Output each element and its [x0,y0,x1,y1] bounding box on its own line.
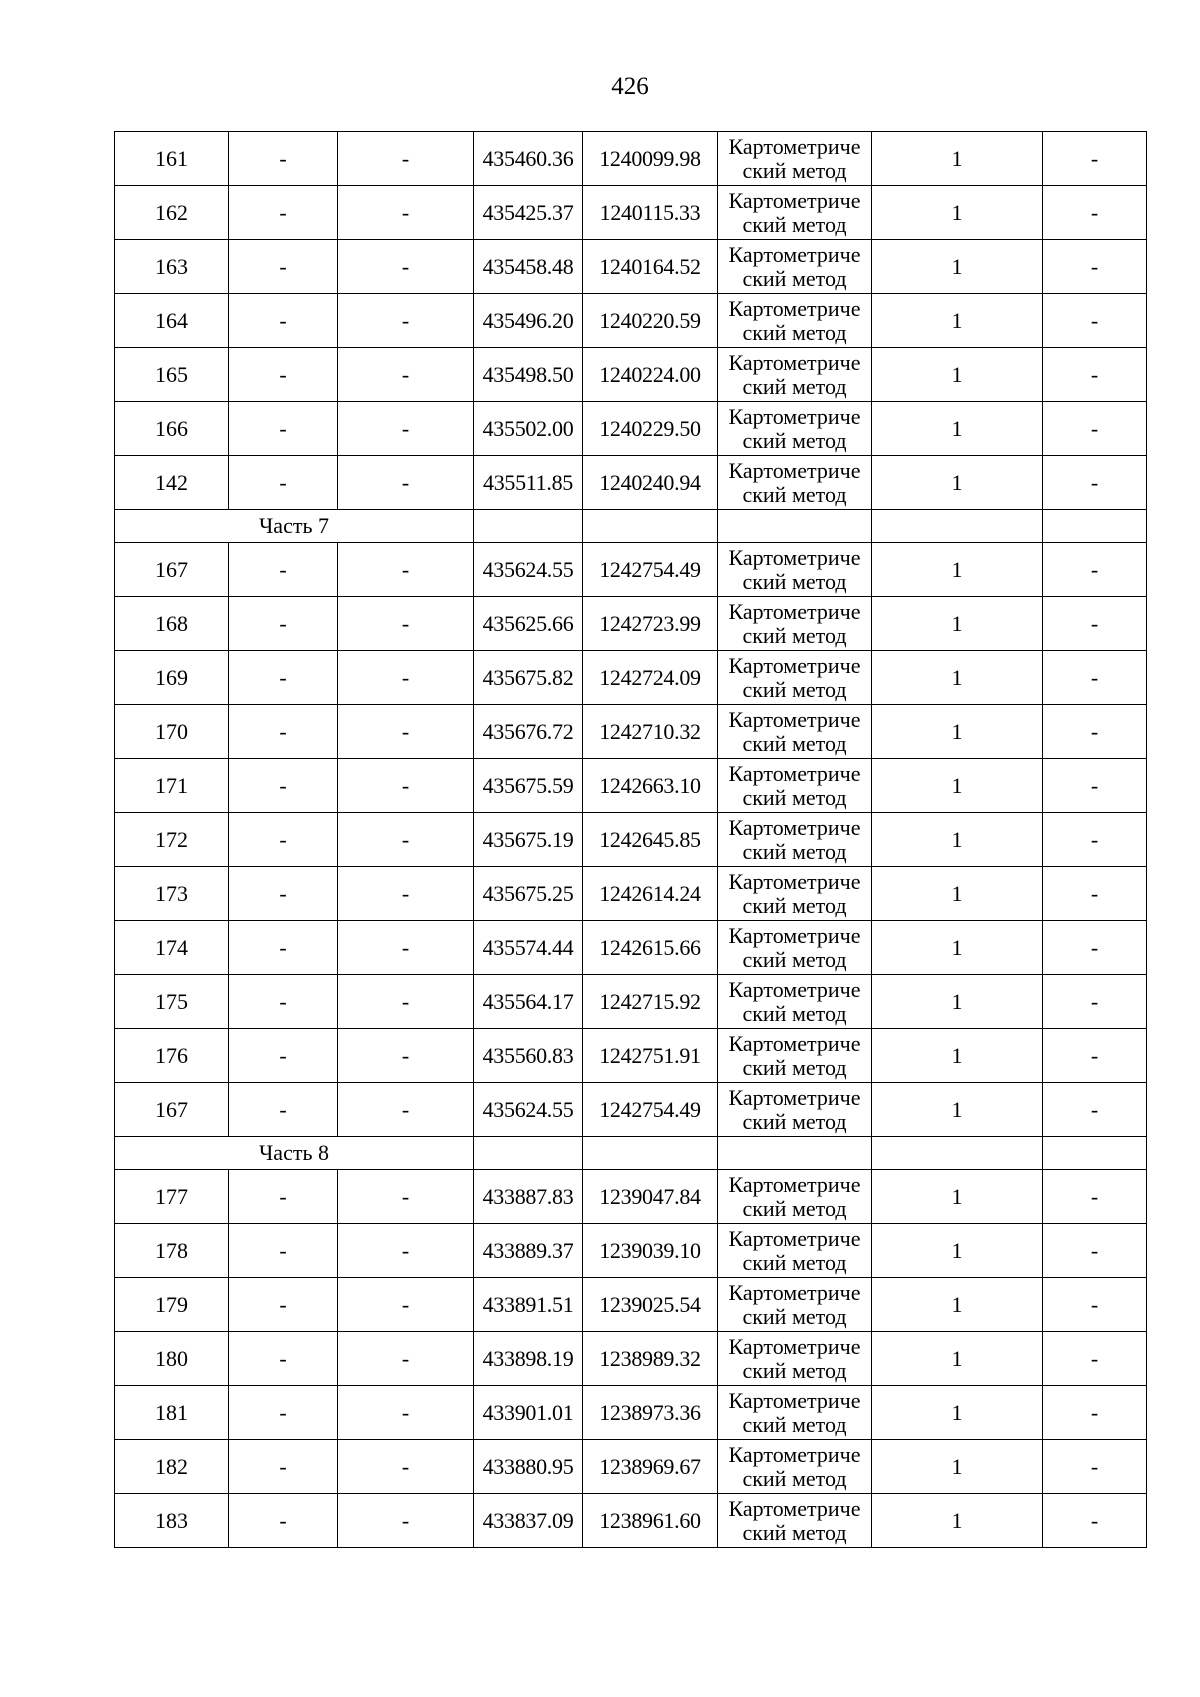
dash-cell: - [338,651,474,705]
empty-cell [474,510,583,543]
table-row [115,1170,1147,1224]
accuracy-cell: 1 [872,1083,1043,1137]
table-row [115,543,1147,597]
dash-cell: - [338,813,474,867]
dash-cell: - [1043,132,1147,186]
point-number-cell: 142 [115,456,229,510]
dash-cell: - [1043,294,1147,348]
dash-cell: - [1043,1278,1147,1332]
method-text-line1: Картометриче [728,544,861,570]
method-text-line2: ский метод [742,1108,847,1134]
point-number-cell: 166 [115,402,229,456]
method-text-line1: Картометриче [728,241,861,267]
accuracy-cell: 1 [872,867,1043,921]
empty-cell [1043,510,1147,543]
x-coordinate-cell: 435498.50 [474,348,583,402]
accuracy-cell: 1 [872,402,1043,456]
method-text-line1: Картометриче [728,652,861,678]
dash-cell: - [229,597,338,651]
dash-cell: - [1043,543,1147,597]
empty-cell [718,1137,872,1170]
method-text-line1: Картометриче [728,706,861,732]
method-text-line1: Картометриче [728,403,861,429]
point-number-cell: 172 [115,813,229,867]
table-row [115,975,1147,1029]
method-text-line2: ский метод [742,373,847,399]
y-coordinate-cell: 1239025.54 [583,1278,718,1332]
method-cell [718,456,872,510]
y-coordinate-cell: 1242754.49 [583,1083,718,1137]
dash-cell: - [229,1332,338,1386]
dash-cell: - [1043,456,1147,510]
point-number-cell: 175 [115,975,229,1029]
part-header-row [115,1137,1147,1170]
empty-cell [718,510,872,543]
y-coordinate-cell: 1242645.85 [583,813,718,867]
dash-cell: - [229,813,338,867]
dash-cell: - [338,759,474,813]
table-row [115,1386,1147,1440]
dash-cell: - [1043,975,1147,1029]
dash-cell: - [1043,1170,1147,1224]
dash-cell: - [229,867,338,921]
dash-cell: - [229,1278,338,1332]
accuracy-cell: 1 [872,813,1043,867]
empty-cell [872,1137,1043,1170]
dash-cell: - [1043,240,1147,294]
method-cell [718,1386,872,1440]
point-number-cell: 183 [115,1494,229,1548]
method-text-line2: ский метод [742,1249,847,1275]
method-text-line1: Картометриче [728,1441,861,1467]
method-cell [718,1440,872,1494]
point-number-cell: 167 [115,543,229,597]
dash-cell: - [338,1170,474,1224]
dash-cell: - [229,1170,338,1224]
dash-cell: - [1043,1386,1147,1440]
point-number-cell: 176 [115,1029,229,1083]
method-text-line2: ский метод [742,1000,847,1026]
accuracy-cell: 1 [872,759,1043,813]
dash-cell: - [338,348,474,402]
y-coordinate-cell: 1240099.98 [583,132,718,186]
dash-cell: - [229,705,338,759]
part-label: Часть 7 [115,510,474,543]
x-coordinate-cell: 433891.51 [474,1278,583,1332]
method-text-line2: ский метод [742,1054,847,1080]
y-coordinate-cell: 1240240.94 [583,456,718,510]
dash-cell: - [338,240,474,294]
method-cell [718,813,872,867]
y-coordinate-cell: 1238973.36 [583,1386,718,1440]
method-text-line1: Картометриче [728,1225,861,1251]
table-row [115,813,1147,867]
dash-cell: - [229,1386,338,1440]
table-body [115,132,1147,1548]
dash-cell: - [1043,921,1147,975]
method-text-line2: ский метод [742,892,847,918]
table-row [115,1029,1147,1083]
x-coordinate-cell: 435675.19 [474,813,583,867]
method-text-line2: ский метод [742,211,847,237]
method-cell [718,1224,872,1278]
x-coordinate-cell: 433837.09 [474,1494,583,1548]
method-text-line1: Картометриче [728,1495,861,1521]
point-number-cell: 165 [115,348,229,402]
accuracy-cell: 1 [872,1170,1043,1224]
empty-cell [1043,1137,1147,1170]
part-header-row [115,510,1147,543]
method-cell [718,975,872,1029]
point-number-cell: 171 [115,759,229,813]
x-coordinate-cell: 435676.72 [474,705,583,759]
dash-cell: - [338,1029,474,1083]
dash-cell: - [1043,186,1147,240]
accuracy-cell: 1 [872,348,1043,402]
y-coordinate-cell: 1242754.49 [583,543,718,597]
dash-cell: - [338,1494,474,1548]
table-row [115,240,1147,294]
method-cell [718,294,872,348]
dash-cell: - [338,456,474,510]
x-coordinate-cell: 435425.37 [474,186,583,240]
y-coordinate-cell: 1242614.24 [583,867,718,921]
method-cell [718,1278,872,1332]
part-label: Часть 8 [115,1137,474,1170]
point-number-cell: 177 [115,1170,229,1224]
method-text-line2: ский метод [742,427,847,453]
y-coordinate-cell: 1242663.10 [583,759,718,813]
dash-cell: - [338,597,474,651]
method-cell [718,759,872,813]
table-row [115,456,1147,510]
point-number-cell: 181 [115,1386,229,1440]
dash-cell: - [229,1224,338,1278]
dash-cell: - [229,543,338,597]
method-text-line2: ский метод [742,946,847,972]
accuracy-cell: 1 [872,1386,1043,1440]
accuracy-cell: 1 [872,543,1043,597]
x-coordinate-cell: 435511.85 [474,456,583,510]
table-row [115,132,1147,186]
point-number-cell: 180 [115,1332,229,1386]
point-number-cell: 161 [115,132,229,186]
dash-cell: - [1043,1083,1147,1137]
dash-cell: - [338,1083,474,1137]
x-coordinate-cell: 435564.17 [474,975,583,1029]
x-coordinate-cell: 435574.44 [474,921,583,975]
table-row [115,867,1147,921]
dash-cell: - [338,543,474,597]
table-row [115,294,1147,348]
y-coordinate-cell: 1240164.52 [583,240,718,294]
y-coordinate-cell: 1238961.60 [583,1494,718,1548]
dash-cell: - [1043,1332,1147,1386]
method-text-line2: ский метод [742,784,847,810]
accuracy-cell: 1 [872,1494,1043,1548]
method-text-line1: Картометриче [728,1387,861,1413]
accuracy-cell: 1 [872,456,1043,510]
dash-cell: - [338,132,474,186]
x-coordinate-cell: 435460.36 [474,132,583,186]
method-text-line1: Картометриче [728,868,861,894]
method-cell [718,1170,872,1224]
method-text-line1: Картометриче [728,1279,861,1305]
accuracy-cell: 1 [872,597,1043,651]
accuracy-cell: 1 [872,975,1043,1029]
method-cell [718,186,872,240]
method-cell [718,921,872,975]
point-number-cell: 162 [115,186,229,240]
dash-cell: - [1043,813,1147,867]
dash-cell: - [1043,1494,1147,1548]
table-row [115,1440,1147,1494]
method-text-line1: Картометриче [728,1030,861,1056]
method-text-line1: Картометриче [728,760,861,786]
point-number-cell: 167 [115,1083,229,1137]
point-number-cell: 174 [115,921,229,975]
method-text-line2: ский метод [742,1357,847,1383]
dash-cell: - [229,921,338,975]
table-row [115,348,1147,402]
accuracy-cell: 1 [872,1278,1043,1332]
x-coordinate-cell: 435624.55 [474,543,583,597]
empty-cell [583,1137,718,1170]
method-text-line2: ский метод [742,838,847,864]
empty-cell [583,510,718,543]
method-text-line1: Картометриче [728,133,861,159]
method-cell [718,1083,872,1137]
dash-cell: - [1043,759,1147,813]
y-coordinate-cell: 1242723.99 [583,597,718,651]
x-coordinate-cell: 435624.55 [474,1083,583,1137]
dash-cell: - [338,921,474,975]
method-text-line2: ский метод [742,622,847,648]
method-text-line1: Картометриче [728,1333,861,1359]
y-coordinate-cell: 1240229.50 [583,402,718,456]
y-coordinate-cell: 1242710.32 [583,705,718,759]
table-row [115,597,1147,651]
dash-cell: - [338,867,474,921]
dash-cell: - [338,186,474,240]
accuracy-cell: 1 [872,240,1043,294]
method-cell [718,651,872,705]
dash-cell: - [338,1386,474,1440]
coordinates-table [114,131,1147,1548]
accuracy-cell: 1 [872,1224,1043,1278]
method-text-line2: ский метод [742,265,847,291]
y-coordinate-cell: 1240115.33 [583,186,718,240]
dash-cell: - [229,240,338,294]
table-row [115,921,1147,975]
y-coordinate-cell: 1239047.84 [583,1170,718,1224]
method-text-line2: ский метод [742,481,847,507]
page-number: 426 [611,73,649,100]
dash-cell: - [338,1224,474,1278]
dash-cell: - [1043,1029,1147,1083]
method-text-line1: Картометриче [728,1084,861,1110]
method-text-line1: Картометриче [728,598,861,624]
method-text-line1: Картометриче [728,349,861,375]
method-text-line2: ский метод [742,1465,847,1491]
dash-cell: - [338,705,474,759]
y-coordinate-cell: 1242724.09 [583,651,718,705]
y-coordinate-cell: 1240224.00 [583,348,718,402]
method-cell [718,402,872,456]
method-text-line2: ский метод [742,1195,847,1221]
dash-cell: - [338,402,474,456]
dash-cell: - [1043,1440,1147,1494]
x-coordinate-cell: 435502.00 [474,402,583,456]
dash-cell: - [229,132,338,186]
method-cell [718,1332,872,1386]
dash-cell: - [1043,348,1147,402]
point-number-cell: 163 [115,240,229,294]
point-number-cell: 164 [115,294,229,348]
x-coordinate-cell: 435625.66 [474,597,583,651]
method-text-line1: Картометриче [728,187,861,213]
dash-cell: - [338,1278,474,1332]
x-coordinate-cell: 435675.25 [474,867,583,921]
point-number-cell: 173 [115,867,229,921]
dash-cell: - [1043,597,1147,651]
point-number-cell: 168 [115,597,229,651]
method-cell [718,705,872,759]
y-coordinate-cell: 1238969.67 [583,1440,718,1494]
dash-cell: - [229,1083,338,1137]
dash-cell: - [229,1440,338,1494]
table-row [115,1332,1147,1386]
accuracy-cell: 1 [872,132,1043,186]
method-cell [718,132,872,186]
method-cell [718,1029,872,1083]
dash-cell: - [229,759,338,813]
accuracy-cell: 1 [872,294,1043,348]
accuracy-cell: 1 [872,1332,1043,1386]
dash-cell: - [229,651,338,705]
x-coordinate-cell: 433889.37 [474,1224,583,1278]
empty-cell [474,1137,583,1170]
method-text-line1: Картометриче [728,295,861,321]
y-coordinate-cell: 1238989.32 [583,1332,718,1386]
y-coordinate-cell: 1242715.92 [583,975,718,1029]
x-coordinate-cell: 435458.48 [474,240,583,294]
x-coordinate-cell: 433880.95 [474,1440,583,1494]
table-row [115,759,1147,813]
method-text-line1: Картометриче [728,457,861,483]
dash-cell: - [229,456,338,510]
y-coordinate-cell: 1240220.59 [583,294,718,348]
point-number-cell: 169 [115,651,229,705]
x-coordinate-cell: 433887.83 [474,1170,583,1224]
table-row [115,1224,1147,1278]
y-coordinate-cell: 1239039.10 [583,1224,718,1278]
method-text-line2: ский метод [742,568,847,594]
empty-cell [872,510,1043,543]
dash-cell: - [229,975,338,1029]
method-text-line2: ский метод [742,319,847,345]
y-coordinate-cell: 1242615.66 [583,921,718,975]
method-text-line1: Картометриче [728,814,861,840]
accuracy-cell: 1 [872,651,1043,705]
dash-cell: - [229,1029,338,1083]
dash-cell: - [338,1332,474,1386]
method-text-line1: Картометриче [728,922,861,948]
point-number-cell: 178 [115,1224,229,1278]
method-cell [718,543,872,597]
x-coordinate-cell: 433901.01 [474,1386,583,1440]
method-text-line2: ский метод [742,1519,847,1545]
table-row [115,651,1147,705]
dash-cell: - [229,1494,338,1548]
point-number-cell: 179 [115,1278,229,1332]
dash-cell: - [229,294,338,348]
table-row [115,705,1147,759]
method-cell [718,867,872,921]
x-coordinate-cell: 433898.19 [474,1332,583,1386]
dash-cell: - [1043,651,1147,705]
x-coordinate-cell: 435560.83 [474,1029,583,1083]
dash-cell: - [338,1440,474,1494]
dash-cell: - [1043,867,1147,921]
method-cell [718,1494,872,1548]
x-coordinate-cell: 435496.20 [474,294,583,348]
dash-cell: - [229,186,338,240]
accuracy-cell: 1 [872,1029,1043,1083]
y-coordinate-cell: 1242751.91 [583,1029,718,1083]
x-coordinate-cell: 435675.59 [474,759,583,813]
dash-cell: - [229,402,338,456]
table-row [115,1278,1147,1332]
method-text-line2: ский метод [742,1411,847,1437]
method-text-line2: ский метод [742,676,847,702]
method-text-line2: ский метод [742,157,847,183]
table-row [115,1494,1147,1548]
method-text-line1: Картометриче [728,1171,861,1197]
table-row [115,186,1147,240]
method-text-line1: Картометриче [728,976,861,1002]
dash-cell: - [229,348,338,402]
method-cell [718,240,872,294]
dash-cell: - [338,975,474,1029]
point-number-cell: 170 [115,705,229,759]
accuracy-cell: 1 [872,1440,1043,1494]
method-text-line2: ский метод [742,730,847,756]
dash-cell: - [1043,705,1147,759]
method-text-line2: ский метод [742,1303,847,1329]
accuracy-cell: 1 [872,921,1043,975]
x-coordinate-cell: 435675.82 [474,651,583,705]
table-row [115,402,1147,456]
method-cell [718,597,872,651]
method-cell [718,348,872,402]
table-row [115,1083,1147,1137]
dash-cell: - [338,294,474,348]
accuracy-cell: 1 [872,705,1043,759]
dash-cell: - [1043,402,1147,456]
dash-cell: - [1043,1224,1147,1278]
point-number-cell: 182 [115,1440,229,1494]
accuracy-cell: 1 [872,186,1043,240]
